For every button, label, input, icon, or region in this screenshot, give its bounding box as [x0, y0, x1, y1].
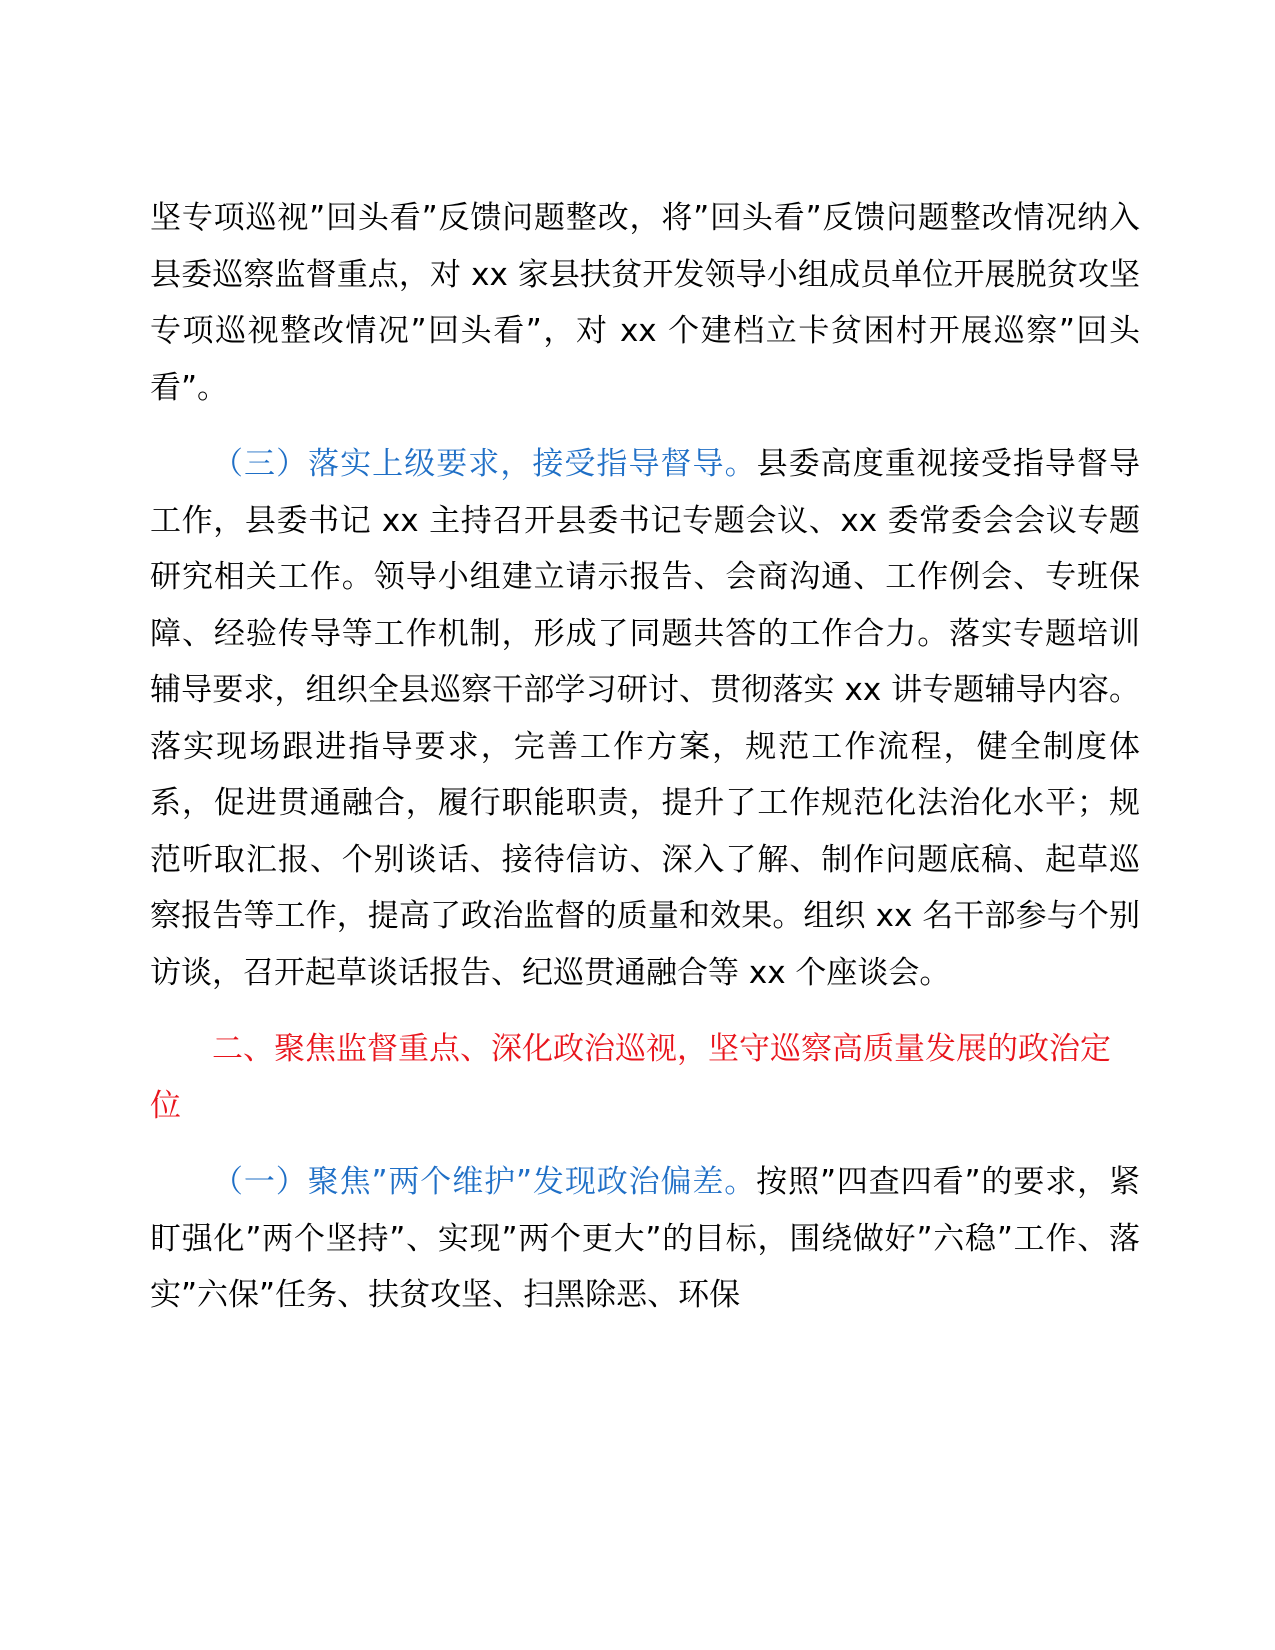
- paragraph-gap: [150, 416, 1140, 436]
- paragraph-guidance-body: 县委高度重视接受指导督导工作，县委书记 xx 主持召开县委书记专题会议、xx 委常委会会议专题研究相关工作。领导小组建立请示报告、会商沟通、工作例会、专班保障、经验传导等工作机制，形成了同题共答的工作合力。落实专题培训辅导要求，组织全县巡察干部学习研讨、贯彻落实 xx 讲专题辅导内容。落实现场跟进指导要求，完善工作方案，规范工作流程，健全制度体系，促进贯通融合，履行职能职责，提升了工作规范化法治化水平；规范听取汇报、个别谈话、接待信访、深入了解、制作问题底稿、起草巡察报告等工作，提高了政治监督的质量和效果。组织 xx 名干部参与个别访谈，召开起草谈话报告、纪巡贯通融合等 xx 个座谈会。: [150, 446, 1141, 991]
- paragraph-gap: [150, 1134, 1140, 1154]
- paragraph-continuation: 坚专项巡视”回头看”反馈问题整改，将”回头看”反馈问题整改情况纳入县委巡察监督重点，对 xx 家县扶贫开发领导小组成员单位开展脱贫攻坚专项巡视整改情况”回头看”，对 xx 个建档立卡贫困村开展巡察”回头看”。: [150, 200, 1140, 406]
- paragraph-political-deviation: [150, 1154, 1140, 1324]
- paragraph-guidance: [150, 436, 1140, 1001]
- subheading-three: （三）落实上级要求，接受指导督导。: [212, 446, 757, 482]
- subheading-one: （一）聚焦”两个维护”发现政治偏差。: [212, 1164, 757, 1200]
- document-page: [150, 190, 1140, 1324]
- section-heading-two: 二、聚焦监督重点、深化政治巡视，坚守巡察高质量发展的政治定位: [150, 1031, 1111, 1124]
- paragraph-political-deviation-body: 按照”四查四看”的要求，紧盯强化”两个坚持”、实现”两个更大”的目标，围绕做好”六稳”工作、落实”六保”任务、扶贫攻坚、扫黑除恶、环保: [150, 1164, 1140, 1313]
- paragraph-gap: [150, 1001, 1140, 1021]
